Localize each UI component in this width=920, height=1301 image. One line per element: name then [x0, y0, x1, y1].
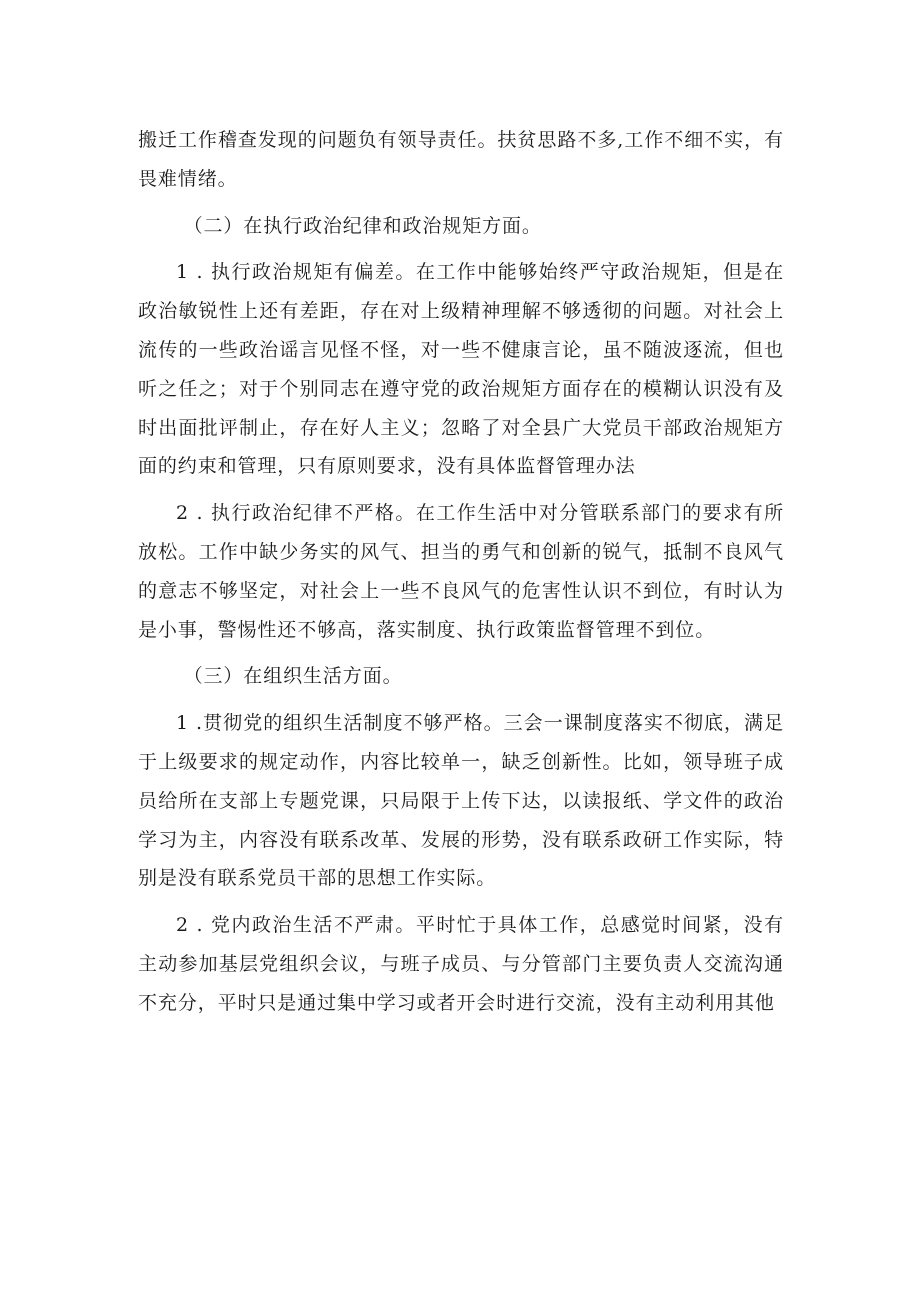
paragraph-political-rules: 1 . 执行政治规矩有偏差。在工作中能够始终严守政治规矩，但是在政治敏锐性上还有差距，存在对上级精神理解不够透彻的问题。对社会上流传的一些政治谣言见怪不怪，对一些不健康言论，虽不随波逐流，但也听之任之；对于个别同志在遵守党的政治规矩方面存在的模糊认识没有及时出面批评制止，存在好人主义；忽略了对全县广大党员干部政治规矩方面的约束和管理，只有原则要求，没有具体监督管理办法 [138, 261, 784, 478]
paragraph-continuation: 搬迁工作稽查发现的问题负有领导责任。扶贫思路不多,工作不细不实，有畏难情绪。 [138, 129, 784, 190]
paragraph-party-political-life: 2 . 党内政治生活不严肃。平时忙于具体工作，总感觉时间紧，没有主动参加基层党组织会议，与班子成员、与分管部门主要负责人交流沟通不充分，平时只是通过集中学习或者开会时进行交流，没有主动利用其他 [138, 914, 784, 1014]
section-heading-three: （三）在组织生活方面。 [183, 665, 403, 688]
paragraph-political-discipline: 2 . 执行政治纪律不严格。在工作生活中对分管联系部门的要求有所放松。工作中缺少务实的风气、担当的勇气和创新的锐气，抵制不良风气的意志不够坚定，对社会上一些不良风气的危害性认识不到位，有时认为是小事，警惕性还不够高，落实制度、执行政策监督管理不到位。 [138, 502, 784, 641]
paragraph-organization-life: 1 .贯彻党的组织生活制度不够严格。三会一课制度落实不彻底，满足于上级要求的规定动作，内容比较单一，缺乏创新性。比如，领导班子成员给所在支部上专题党课，只局限于上传下达，以读报纸、学文件的政治学习为主，内容没有联系改革、发展的形势，没有联系政研工作实际，特别是没有联系党员干部的思想工作实际。 [138, 712, 784, 890]
section-heading-two: （二）在执行政治纪律和政治规矩方面。 [183, 214, 542, 237]
document-body [138, 121, 784, 1023]
